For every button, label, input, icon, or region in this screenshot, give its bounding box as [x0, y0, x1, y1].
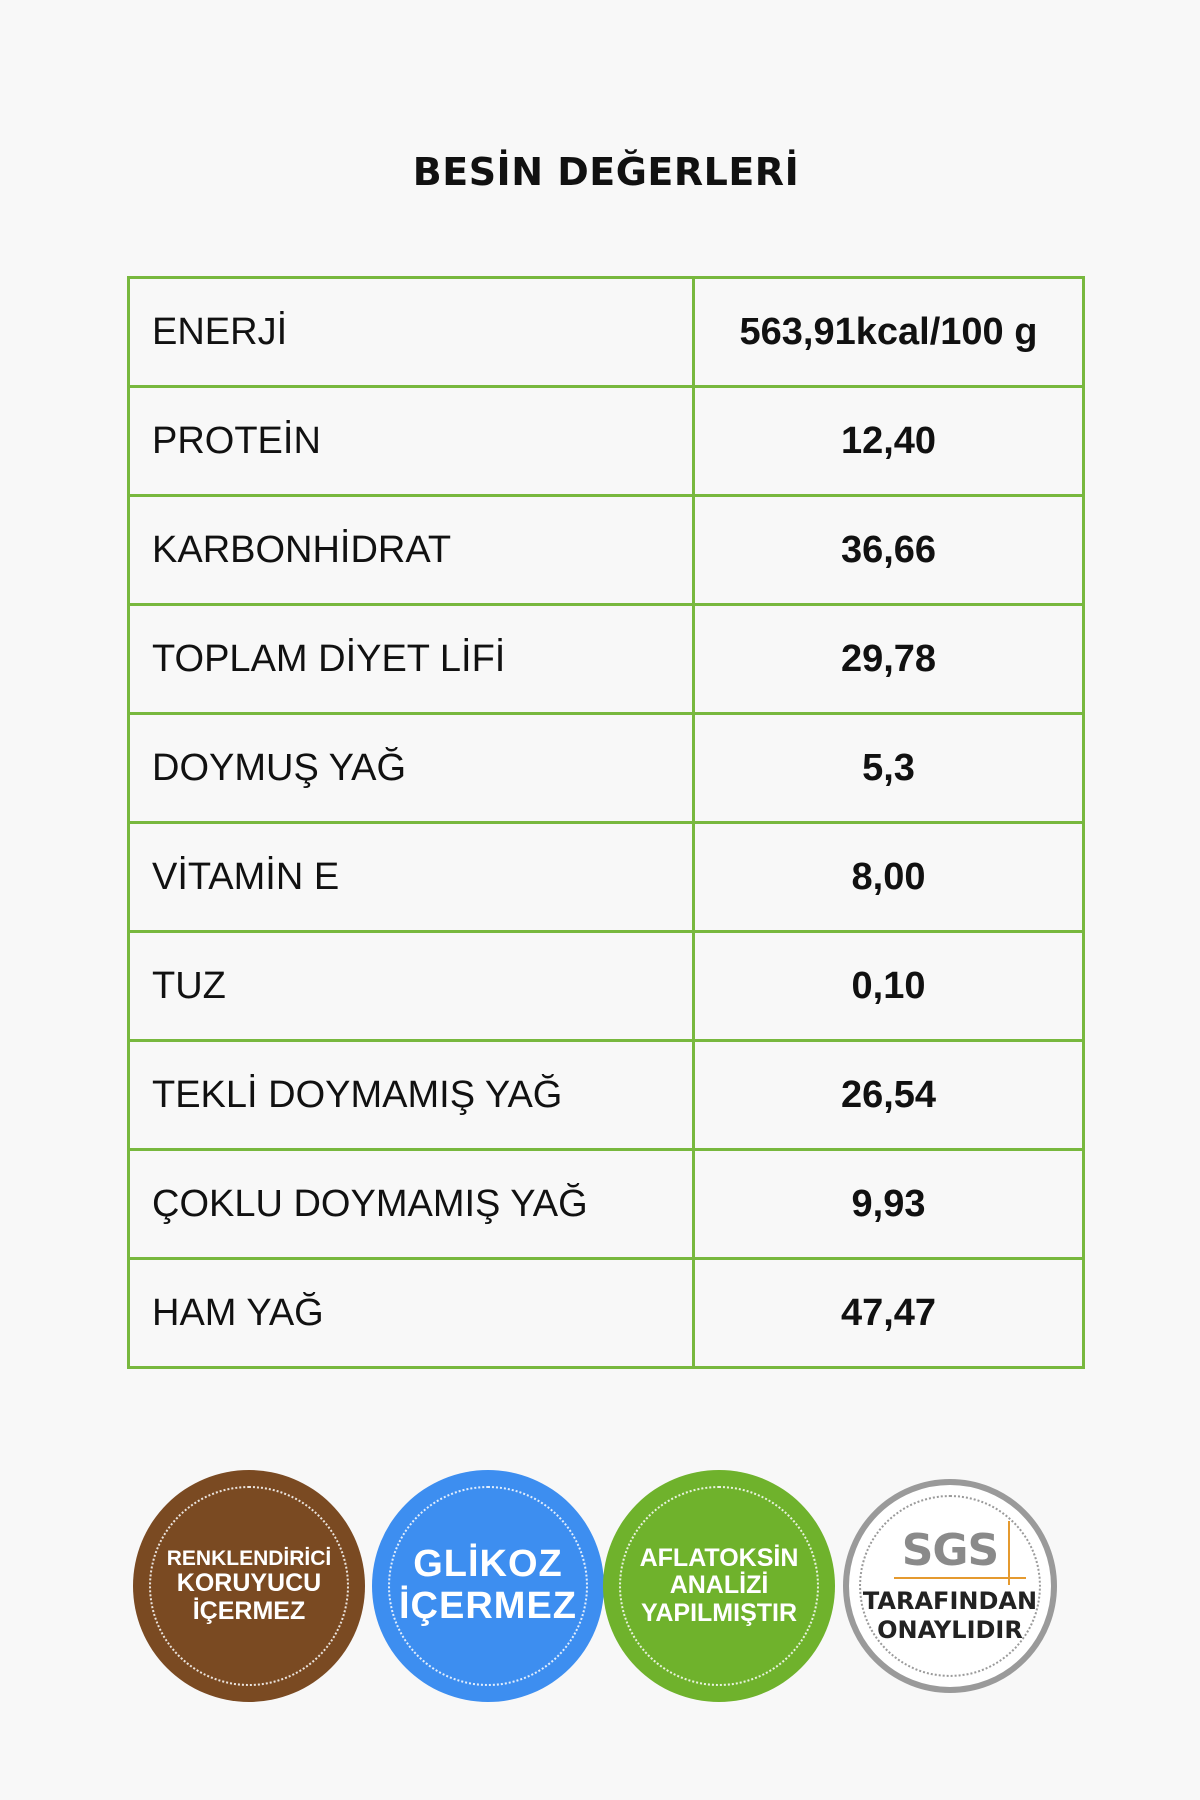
nutrient-label: HAM YAĞ [129, 1259, 694, 1368]
sgs-logo [902, 1527, 999, 1575]
table-row [129, 605, 1084, 714]
table-row [129, 387, 1084, 496]
nutrient-value: 36,66 [694, 496, 1084, 605]
table-row [129, 1259, 1084, 1368]
nutrient-value: 8,00 [694, 823, 1084, 932]
badge-line: ANALİZİ [669, 1571, 769, 1600]
nutrient-label: TOPLAM DİYET LİFİ [129, 605, 694, 714]
no-glucose-badge [372, 1470, 604, 1702]
nutrient-label: KARBONHİDRAT [129, 496, 694, 605]
table-row [129, 1150, 1084, 1259]
badge-line: KORUYUCU [176, 1569, 322, 1598]
nutrient-label: VİTAMİN E [129, 823, 694, 932]
certification-badges [0, 1470, 1200, 1710]
table-row [129, 932, 1084, 1041]
table-row [129, 714, 1084, 823]
aflatoxin-analysis-badge [603, 1470, 835, 1702]
nutrient-value: 5,3 [694, 714, 1084, 823]
page-title: BESİN DEĞERLERİ [412, 150, 800, 194]
no-colorant-preservative-badge [133, 1470, 365, 1702]
nutrient-label: ÇOKLU DOYMAMIŞ YAĞ [129, 1150, 694, 1259]
nutrient-label: ENERJİ [129, 278, 694, 387]
nutrient-label: TUZ [129, 932, 694, 1041]
badge-line: RENKLENDİRİCİ [166, 1546, 332, 1570]
nutrition-table [127, 276, 1085, 1369]
sgs-logo-rule [1008, 1521, 1010, 1585]
nutrient-value: 26,54 [694, 1041, 1084, 1150]
sgs-logo-rule [894, 1577, 1027, 1579]
table-row [129, 823, 1084, 932]
badge-line: YAPILMIŞTIR [640, 1598, 798, 1627]
nutrient-label: TEKLİ DOYMAMIŞ YAĞ [129, 1041, 694, 1150]
nutrient-value: 12,40 [694, 387, 1084, 496]
nutrient-value: 0,10 [694, 932, 1084, 1041]
nutrient-value: 47,47 [694, 1259, 1084, 1368]
nutrient-label: PROTEİN [129, 387, 694, 496]
badge-line: AFLATOKSİN [639, 1543, 799, 1572]
badge-line: İÇERMEZ [192, 1596, 306, 1625]
badge-line: ONAYLIDIR [877, 1616, 1023, 1645]
nutrient-value: 563,91kcal/100 g [694, 278, 1084, 387]
nutrient-value: 29,78 [694, 605, 1084, 714]
sgs-approved-badge [843, 1479, 1057, 1693]
nutrient-value: 9,93 [694, 1150, 1084, 1259]
table-row [129, 278, 1084, 387]
nutrient-label: DOYMUŞ YAĞ [129, 714, 694, 823]
table-row [129, 496, 1084, 605]
sgs-logo-text: SGS [901, 1525, 999, 1576]
badge-line: TARAFINDAN [862, 1587, 1038, 1616]
badge-line: İÇERMEZ [399, 1585, 577, 1627]
badge-line: GLİKOZ [413, 1543, 563, 1586]
table-row [129, 1041, 1084, 1150]
